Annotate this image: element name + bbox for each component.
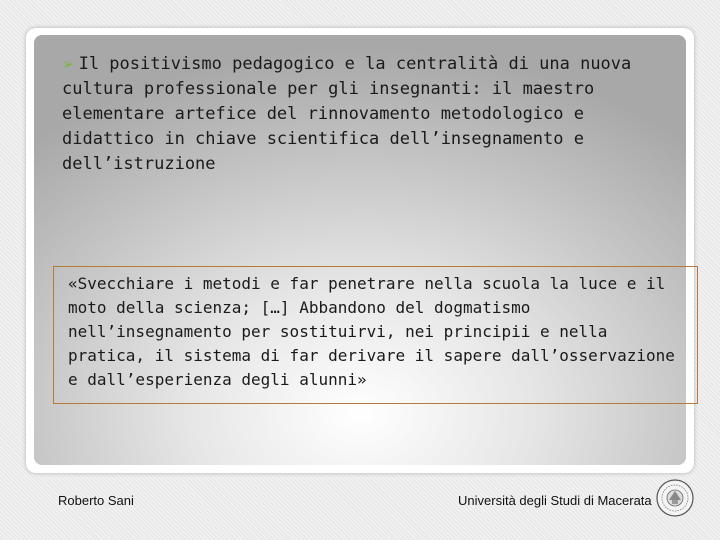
slide-heading [62,52,662,177]
university-seal-logo [655,478,695,518]
footer-institution: Università degli Studi di Macerata [458,493,652,508]
arrowhead-bullet-icon: ➢ [62,55,75,73]
footer-author: Roberto Sani [58,493,134,508]
quote-text: «Svecchiare i metodi e far penetrare nella scuola la luce e il moto della scienza; […] Abbandono del dogmatismo nell’insegnamento per sostituirvi, nei principii e nella pratica, il sistema di far derivare il sapere dall’osservazione e dall’esperienza degli alunni» [68,274,675,389]
heading-text: Il positivismo pedagogico e la centralità di una nuova cultura professionale per gli insegnanti: il maestro elementare artefice del rinnovamento metodologico e didattico in chiave scientifica dell’insegnamento e dell’istruzione [62,54,632,174]
